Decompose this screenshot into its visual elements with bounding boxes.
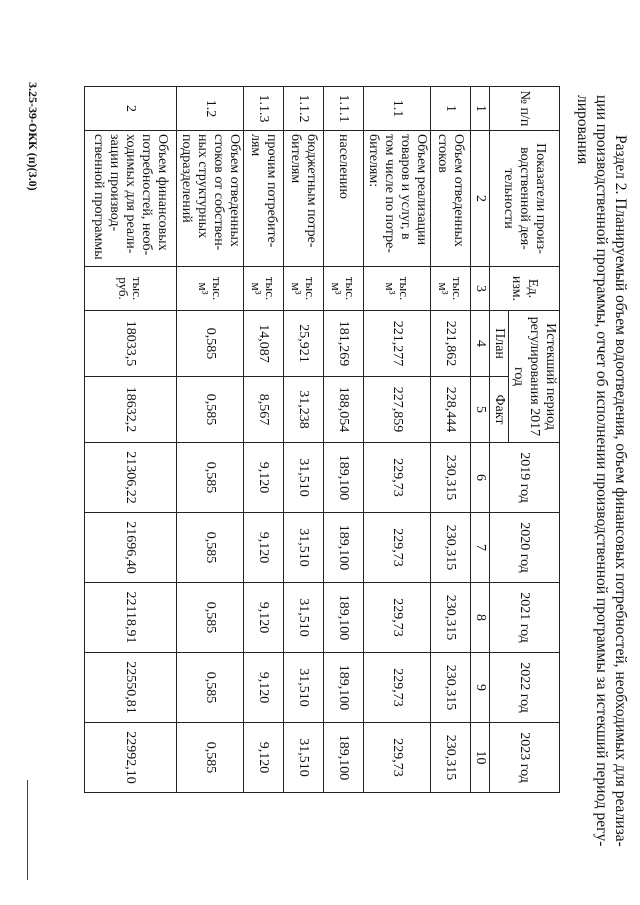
row-value: 229,73 [364, 653, 431, 723]
row-number: 1.1.2 [284, 87, 324, 131]
row-value: 18033,5 [85, 311, 177, 377]
row-value: 21696,40 [85, 513, 177, 583]
row-value: 18632,2 [85, 377, 177, 443]
row-indicator: населению [324, 131, 364, 267]
header-fact: Факт [490, 377, 509, 443]
row-value: 221,862 [431, 311, 471, 377]
table-row [324, 87, 364, 793]
row-unit: тыс. м³ [284, 267, 324, 311]
row-unit: тыс. м³ [177, 267, 244, 311]
row-value: 230,315 [431, 653, 471, 723]
row-number: 2 [85, 87, 177, 131]
column-number: 10 [471, 723, 490, 793]
header-year-2021: 2021 год [490, 583, 560, 653]
row-value: 9,120 [244, 653, 284, 723]
row-value: 189,100 [324, 513, 364, 583]
row-indicator: Объем отведенных стоков от собствен-ных структурных подразделений [177, 131, 244, 267]
row-unit: тыс. руб. [85, 267, 177, 311]
row-value: 0,585 [177, 723, 244, 793]
water-disposal-table [84, 86, 560, 793]
row-value: 31,510 [284, 723, 324, 793]
header-plan: План [490, 311, 509, 377]
header-unit: Ед. изм. [490, 267, 560, 311]
column-number: 6 [471, 443, 490, 513]
row-value: 0,585 [177, 513, 244, 583]
row-value: 31,510 [284, 583, 324, 653]
row-unit: тыс. м³ [364, 267, 431, 311]
column-number: 2 [471, 131, 490, 267]
footer-rule [27, 780, 28, 880]
row-value: 0,585 [177, 653, 244, 723]
table-body [85, 87, 471, 793]
row-value: 230,315 [431, 723, 471, 793]
column-number: 8 [471, 583, 490, 653]
row-value: 31,510 [284, 653, 324, 723]
row-value: 31,510 [284, 443, 324, 513]
row-number: 1 [431, 87, 471, 131]
header-year-2023: 2023 год [490, 723, 560, 793]
row-value: 230,315 [431, 513, 471, 583]
row-value: 9,120 [244, 583, 284, 653]
row-value: 14,087 [244, 311, 284, 377]
row-value: 189,100 [324, 583, 364, 653]
row-indicator: бюджетным потре-бителям [284, 131, 324, 267]
row-unit: тыс. м³ [244, 267, 284, 311]
row-value: 189,100 [324, 443, 364, 513]
header-past-period: Истекший период регулирования 2017 год [509, 311, 560, 443]
column-number: 4 [471, 311, 490, 377]
section-heading [573, 95, 630, 855]
header-year-2020: 2020 год [490, 513, 560, 583]
row-value: 9,120 [244, 513, 284, 583]
row-value: 9,120 [244, 443, 284, 513]
row-indicator: Объем отведенных стоков [431, 131, 471, 267]
heading-line-3: лирования [574, 95, 591, 165]
row-unit: тыс. м³ [324, 267, 364, 311]
row-value: 188,054 [324, 377, 364, 443]
table-row [284, 87, 324, 793]
table-row [85, 87, 177, 793]
row-value: 181,269 [324, 311, 364, 377]
row-value: 22992,10 [85, 723, 177, 793]
row-indicator: прочим потребите-лям [244, 131, 284, 267]
header-row-1 [509, 87, 560, 793]
row-number: 1.1 [364, 87, 431, 131]
table-row [364, 87, 431, 793]
row-value: 0,585 [177, 583, 244, 653]
row-number: 1.1.1 [324, 87, 364, 131]
heading-line-2: ции производственной программы, отчет об исполнении производственной программы за истекший период регу- [593, 95, 610, 847]
row-number: 1.1.3 [244, 87, 284, 131]
row-value: 228,444 [431, 377, 471, 443]
table-row [431, 87, 471, 793]
header-num: № п/п [490, 87, 560, 131]
table-row [244, 87, 284, 793]
row-value: 229,73 [364, 513, 431, 583]
row-value: 31,510 [284, 513, 324, 583]
row-value: 25,921 [284, 311, 324, 377]
column-number: 5 [471, 377, 490, 443]
column-number: 3 [471, 267, 490, 311]
row-value: 227,859 [364, 377, 431, 443]
header-indicator: Показатели произ-водственной дея-тельности [490, 131, 560, 267]
row-value: 229,73 [364, 723, 431, 793]
heading-line-1: Раздел 2. Планируемый объем водоотведения, объем финансовых потребностей, необходимых для реализа- [612, 135, 629, 847]
row-value: 189,100 [324, 653, 364, 723]
row-value: 189,100 [324, 723, 364, 793]
row-value: 0,585 [177, 377, 244, 443]
table-row [177, 87, 244, 793]
row-number: 1.2 [177, 87, 244, 131]
row-value: 229,73 [364, 443, 431, 513]
row-unit: тыс. м³ [431, 267, 471, 311]
column-number: 9 [471, 653, 490, 723]
row-indicator: Объем реализации товаров и услуг, в том числе по потре-бителям: [364, 131, 431, 267]
row-value: 229,73 [364, 583, 431, 653]
row-value: 0,585 [177, 443, 244, 513]
row-value: 22118,91 [85, 583, 177, 653]
column-number-row [471, 87, 490, 793]
row-value: 22550,81 [85, 653, 177, 723]
row-value: 221,277 [364, 311, 431, 377]
column-number: 1 [471, 87, 490, 131]
row-indicator: Объем финансовых потребностей, необ-ходимых для реали-зации производ-ственной программы [85, 131, 177, 267]
header-year-2022: 2022 год [490, 653, 560, 723]
row-value: 9,120 [244, 723, 284, 793]
row-value: 8,567 [244, 377, 284, 443]
document-code: 3.25-39-ОКК (п)(3.0) [26, 82, 40, 191]
header-year-2019: 2019 год [490, 443, 560, 513]
row-value: 230,315 [431, 443, 471, 513]
column-number: 7 [471, 513, 490, 583]
row-value: 0,585 [177, 311, 244, 377]
row-value: 21306,22 [85, 443, 177, 513]
row-value: 230,315 [431, 583, 471, 653]
row-value: 31,238 [284, 377, 324, 443]
